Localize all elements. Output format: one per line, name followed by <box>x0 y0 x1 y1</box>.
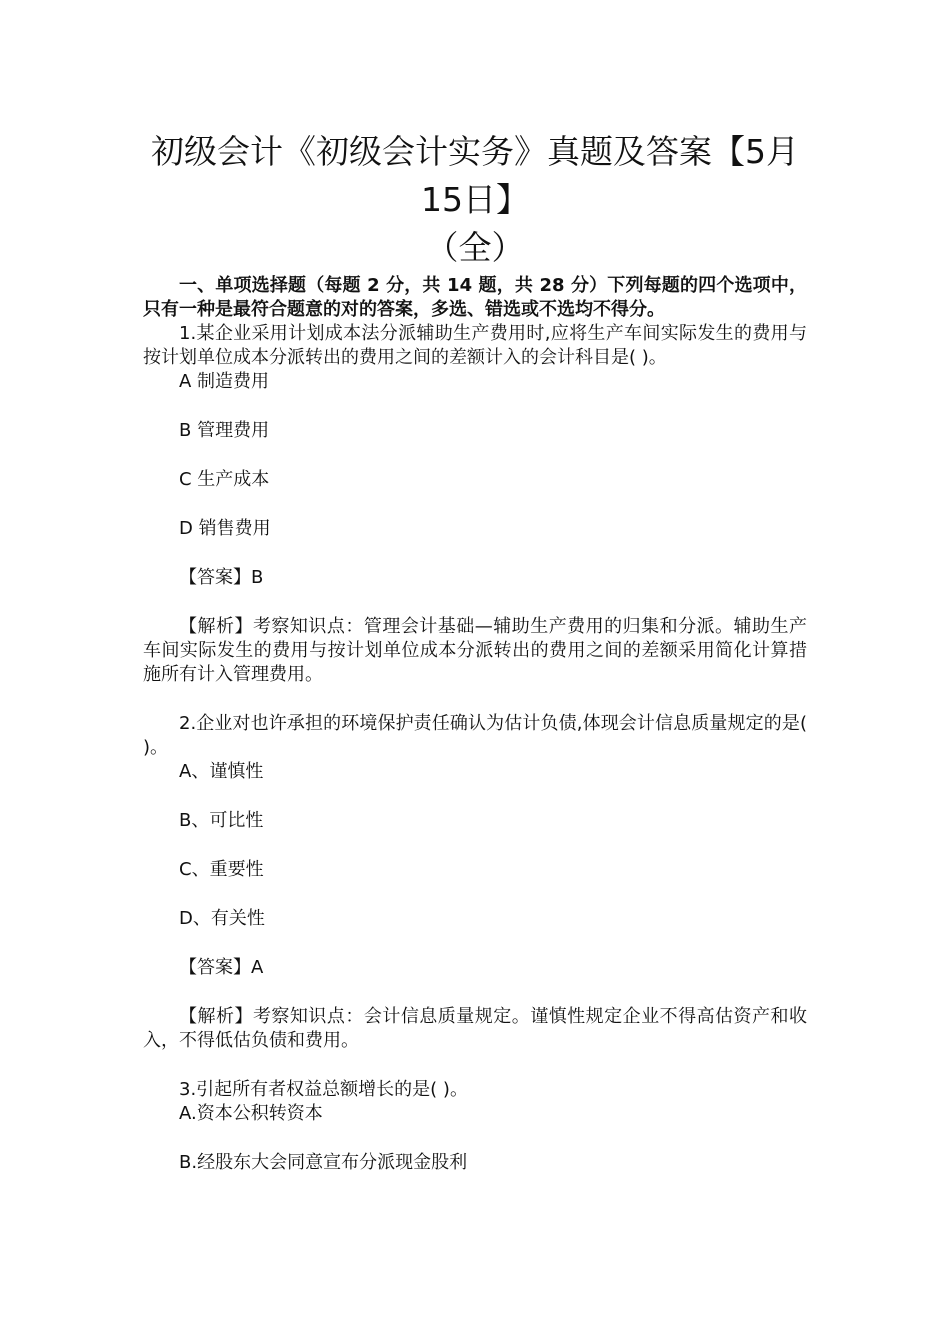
option-d: D 销售费用 <box>179 518 271 539</box>
option-b: B、可比性 <box>179 810 264 831</box>
question-stem: 3.引起所有者权益总额增长的是( )。 <box>179 1079 468 1100</box>
explanation: 【解析】考察知识点：管理会计基础—辅助生产费用的归集和分派。辅助生产车间实际发生的费用与按计划单位成本分派转出的费用之间的差额采用简化计算措施所有计入管理费用。 <box>143 616 807 685</box>
question-1 <box>143 322 807 687</box>
option-b: B.经股东大会同意宣布分派现金股利 <box>179 1152 468 1173</box>
document-page <box>143 128 807 1200</box>
explanation: 【解析】考察知识点：会计信息质量规定。谨慎性规定企业不得高估资产和收入，不得低估负债和费用。 <box>143 1006 807 1051</box>
answer: 【答案】B <box>179 567 264 588</box>
option-a: A.资本公积转资本 <box>179 1103 323 1124</box>
document-title: 初级会计《初级会计实务》真题及答案【5月15日】 <box>151 132 799 219</box>
option-c: C、重要性 <box>179 859 264 880</box>
option-a: A 制造费用 <box>179 371 270 392</box>
question-stem: 1.某企业采用计划成本法分派辅助生产费用时,应将生产车间实际发生的费用与按计划单位成本分派转出的费用之间的差额计入的会计科目是( )。 <box>143 323 807 368</box>
question-3 <box>143 1078 807 1175</box>
option-b: B 管理费用 <box>179 420 270 441</box>
question-2 <box>143 712 807 1053</box>
option-d: D、有关性 <box>179 908 265 929</box>
option-c: C 生产成本 <box>179 469 270 490</box>
question-stem: 2.企业对也许承担的环境保护责任确认为估计负债,体现会计信息质量规定的是( )。 <box>143 713 807 758</box>
option-a: A、谨慎性 <box>179 761 264 782</box>
section-intro: 一、单项选择题（每题 2 分，共 14 题，共 28 分）下列每题的四个选项中，只有一种是最符合题意的对的答案，多选、错选或不选均不得分。 <box>143 275 807 320</box>
answer: 【答案】A <box>179 957 264 978</box>
document-subtitle: （全） <box>425 228 525 267</box>
